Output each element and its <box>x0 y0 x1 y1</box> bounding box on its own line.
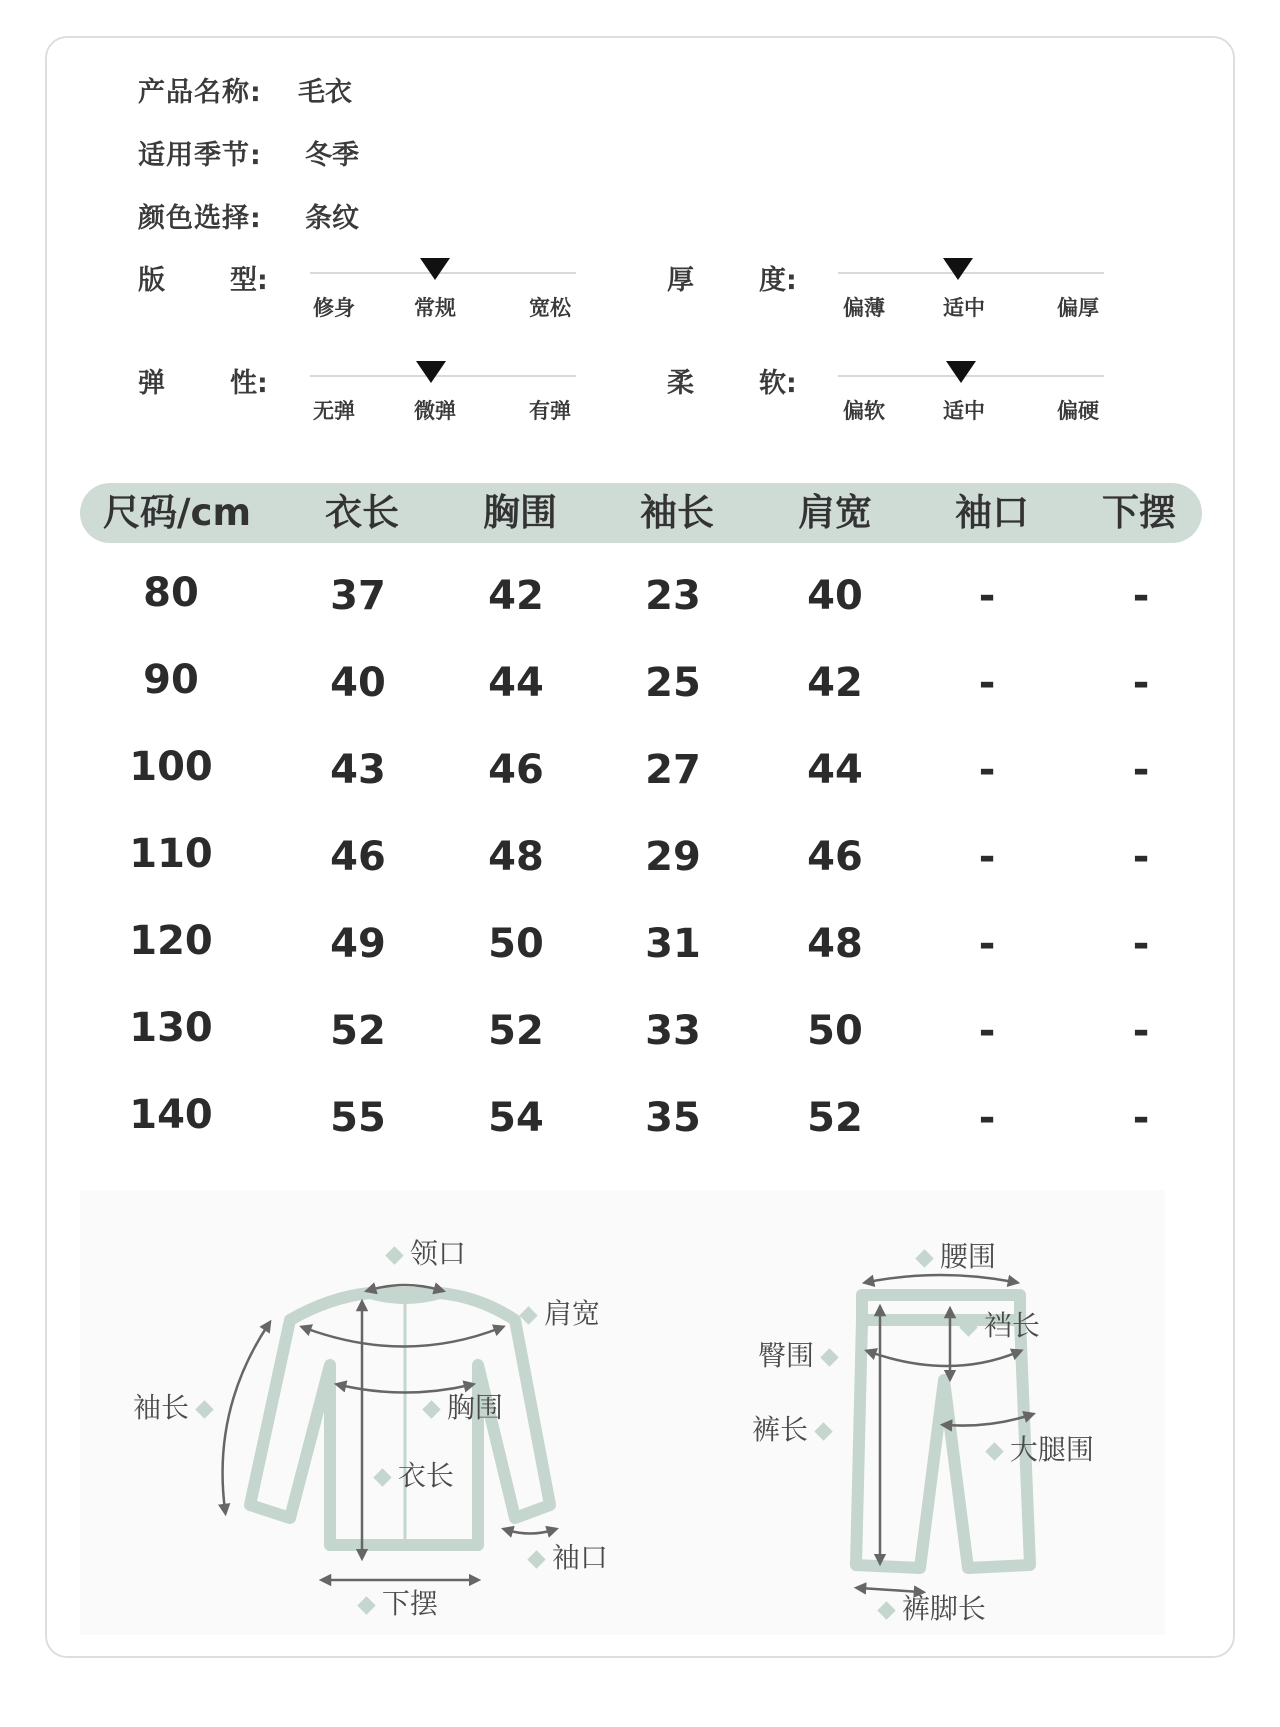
header-cuff: 袖口 <box>955 491 1029 534</box>
header-length: 衣长 <box>325 491 399 534</box>
softness-label-b: 软: <box>759 368 797 399</box>
thickness-option-1: 偏薄 <box>843 296 885 320</box>
body-length-text: 衣长 <box>397 1459 454 1492</box>
diagram-label-hem <box>360 1582 438 1622</box>
cell-length: 49 <box>330 921 386 967</box>
cell-cuff: - <box>978 921 996 967</box>
cell-length: 43 <box>330 747 386 793</box>
cell-sleeve: 29 <box>645 834 701 880</box>
fit-label-a: 版 <box>138 265 165 296</box>
diagram-label-cuff <box>530 1536 608 1576</box>
elasticity-option-2: 微弹 <box>414 399 456 423</box>
diamond-icon <box>985 1442 1003 1460</box>
cell-cuff: - <box>978 573 996 619</box>
cell-hem: - <box>1132 747 1150 793</box>
diagram-label-body-length <box>376 1454 454 1494</box>
cell-size: 120 <box>129 918 213 964</box>
thickness-label-b: 度: <box>759 265 797 296</box>
cell-hem: - <box>1132 1008 1150 1054</box>
diamond-icon <box>519 1306 537 1324</box>
diagram-label-shoulder <box>522 1292 600 1332</box>
fit-option-1: 修身 <box>313 296 355 320</box>
cell-shoulder: 44 <box>807 747 863 793</box>
cell-cuff: - <box>978 1095 996 1141</box>
leg-opening-text: 裤脚长 <box>901 1592 986 1625</box>
cell-sleeve: 23 <box>645 573 701 619</box>
diamond-icon <box>373 1468 391 1486</box>
cell-hem: - <box>1132 660 1150 706</box>
thickness-option-2: 适中 <box>943 296 985 320</box>
cell-hem: - <box>1132 921 1150 967</box>
season-label: 适用季节: <box>138 140 262 171</box>
cell-size: 110 <box>129 831 213 877</box>
diamond-icon <box>915 1249 933 1267</box>
softness-option-1: 偏软 <box>843 399 885 423</box>
elasticity-label-b: 性: <box>230 368 268 399</box>
elasticity-label-a: 弹 <box>138 368 165 399</box>
thickness-label-a: 厚 <box>667 265 694 296</box>
waist-text: 腰围 <box>939 1240 996 1273</box>
sweater-icon <box>250 1293 550 1545</box>
color-value: 条纹 <box>305 203 359 234</box>
cell-shoulder: 42 <box>807 660 863 706</box>
fit-option-3: 宽松 <box>529 296 571 320</box>
cell-cuff: - <box>978 834 996 880</box>
cell-size: 100 <box>129 744 213 790</box>
cell-shoulder: 40 <box>807 573 863 619</box>
header-chest: 胸围 <box>483 491 557 534</box>
cell-sleeve: 33 <box>645 1008 701 1054</box>
thigh-text: 大腿围 <box>1009 1433 1094 1466</box>
cell-sleeve: 27 <box>645 747 701 793</box>
diagram-label-sleeve-length <box>133 1386 211 1426</box>
diagram-label-pant-length <box>752 1408 830 1448</box>
cell-chest: 44 <box>488 660 544 706</box>
softness-option-3: 偏硬 <box>1057 399 1099 423</box>
cell-size: 80 <box>143 570 199 616</box>
season-value: 冬季 <box>305 140 359 171</box>
pant-length-text: 裤长 <box>752 1413 809 1446</box>
cell-cuff: - <box>978 660 996 706</box>
cell-chest: 42 <box>488 573 544 619</box>
elasticity-option-1: 无弹 <box>313 399 355 423</box>
cell-length: 46 <box>330 834 386 880</box>
diagram-label-waist <box>918 1235 996 1275</box>
cell-length: 40 <box>330 660 386 706</box>
diamond-icon <box>877 1601 895 1619</box>
cell-hem: - <box>1132 1095 1150 1141</box>
cell-sleeve: 35 <box>645 1095 701 1141</box>
chest-text: 胸围 <box>446 1391 503 1424</box>
softness-label-a: 柔 <box>667 368 694 399</box>
cell-length: 52 <box>330 1008 386 1054</box>
diamond-icon <box>195 1400 213 1418</box>
diagram-label-collar <box>388 1232 466 1272</box>
cell-chest: 46 <box>488 747 544 793</box>
color-label: 颜色选择: <box>138 203 262 234</box>
diagram-label-thigh <box>988 1428 1094 1468</box>
thickness-option-3: 偏厚 <box>1057 296 1099 320</box>
product-name-label: 产品名称: <box>138 77 262 108</box>
cell-shoulder: 46 <box>807 834 863 880</box>
elasticity-option-3: 有弹 <box>529 399 571 423</box>
diamond-icon <box>814 1422 832 1440</box>
fit-option-2: 常规 <box>414 296 456 320</box>
cell-shoulder: 50 <box>807 1008 863 1054</box>
cell-chest: 50 <box>488 921 544 967</box>
fit-label-b: 型: <box>230 265 268 296</box>
cell-cuff: - <box>978 747 996 793</box>
cell-sleeve: 25 <box>645 660 701 706</box>
sleeve-length-text: 袖长 <box>133 1391 190 1424</box>
collar-text: 领口 <box>409 1237 466 1270</box>
cell-shoulder: 52 <box>807 1095 863 1141</box>
diamond-icon <box>357 1596 375 1614</box>
softness-option-2: 适中 <box>943 399 985 423</box>
cell-cuff: - <box>978 1008 996 1054</box>
product-name-value: 毛衣 <box>298 77 352 108</box>
diagram-label-crotch <box>962 1304 1040 1344</box>
shoulder-text: 肩宽 <box>543 1297 600 1330</box>
diamond-icon <box>385 1246 403 1264</box>
header-sleeve: 袖长 <box>640 491 714 534</box>
cuff-text: 袖口 <box>551 1541 608 1574</box>
hip-text: 臀围 <box>758 1339 815 1372</box>
diamond-icon <box>422 1400 440 1418</box>
cell-size: 90 <box>143 657 199 703</box>
diagram-label-leg-opening <box>880 1587 986 1627</box>
cell-chest: 52 <box>488 1008 544 1054</box>
cell-length: 55 <box>330 1095 386 1141</box>
cell-sleeve: 31 <box>645 921 701 967</box>
diamond-icon <box>959 1318 977 1336</box>
header-hem: 下摆 <box>1102 491 1176 534</box>
hem-text: 下摆 <box>381 1587 438 1620</box>
cell-length: 37 <box>330 573 386 619</box>
diagram-label-chest <box>425 1386 503 1426</box>
diagram-label-hip <box>758 1334 836 1374</box>
cell-shoulder: 48 <box>807 921 863 967</box>
cell-size: 140 <box>129 1092 213 1138</box>
header-shoulder: 肩宽 <box>798 491 872 534</box>
cell-size: 130 <box>129 1005 213 1051</box>
sweater-measure-lines <box>223 1285 553 1580</box>
crotch-text: 裆长 <box>983 1309 1040 1342</box>
header-size: 尺码/cm <box>103 491 251 534</box>
cell-hem: - <box>1132 573 1150 619</box>
cell-hem: - <box>1132 834 1150 880</box>
cell-chest: 54 <box>488 1095 544 1141</box>
diamond-icon <box>527 1550 545 1568</box>
cell-chest: 48 <box>488 834 544 880</box>
diamond-icon <box>820 1348 838 1366</box>
